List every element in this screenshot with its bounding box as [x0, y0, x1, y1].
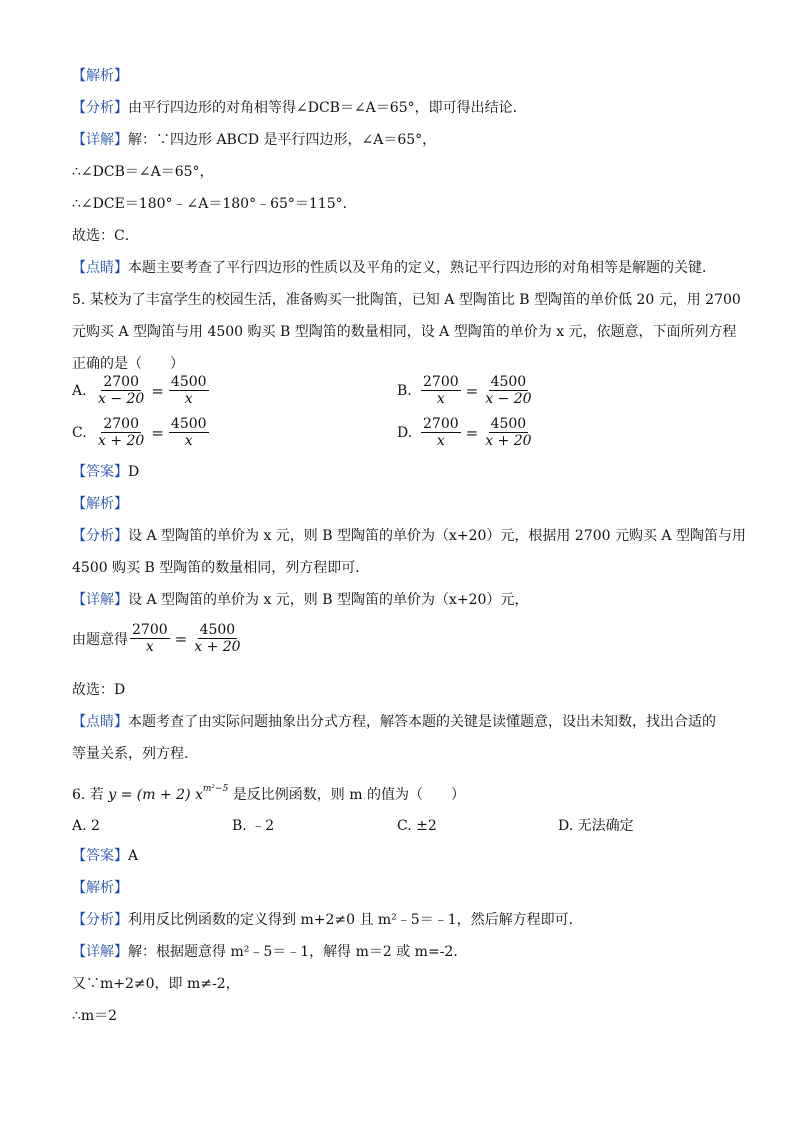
q5-stem-line2: 元购买 A 型陶笛与用 4500 购买 B 型陶笛的数量相同，设 A 型陶笛的单价为 x 元，依题意，下面所列方程 — [72, 324, 737, 340]
q5-choice: 故选：D — [72, 682, 126, 698]
q4-step2: ∴∠DCE＝180°﹣∠A＝180°﹣65°＝115°． — [72, 196, 357, 212]
q6-option-c: C. ±2 — [397, 818, 437, 834]
q5-option-c: C. $\frac{2700}{x + 20}$ = $\frac{4500}{x}$ — [72, 416, 207, 449]
q6-step1: 又∵m+2≠0，即 m≠-2， — [72, 976, 240, 992]
fraction: $\frac{4500}{x + 20}$ — [194, 622, 241, 655]
q5-dianjing-line2: 等量关系，列方程. — [72, 746, 189, 762]
analysis-tag: 【解析】 — [72, 68, 128, 84]
q5-xiangjie-text: 设 A 型陶笛的单价为 x 元，则 B 型陶笛的单价为（x+20）元， — [128, 592, 529, 608]
q4-xiangjie — [72, 130, 436, 150]
q6-function: y = (m + 2) x — [108, 787, 203, 803]
q5-answer-value: D — [128, 464, 140, 480]
q5-analysis-heading — [72, 494, 128, 514]
dianjing-tag: 【点睛】 — [72, 260, 128, 276]
option-label: A. — [72, 383, 87, 399]
q5-fenxi-line1: 设 A 型陶笛的单价为 x 元，则 B 型陶笛的单价为（x+20）元，根据用 2700 元购买 A 型陶笛与用 — [128, 528, 746, 544]
q5-stem-line3: 正确的是（ ） — [72, 356, 184, 372]
q6-stem-suffix: 是反比例函数，则 m 的值为（ ） — [232, 787, 465, 803]
q5-answer — [72, 462, 139, 482]
q5-dianjing-line1: 本题考查了由实际问题抽象出分式方程，解答本题的关键是读懂题意，设出未知数，找出合适的 — [128, 714, 716, 730]
q6-exponent: m²−5 — [202, 784, 229, 794]
fraction: $\frac{2700}{x}$ — [132, 622, 168, 655]
option-label: C. — [72, 425, 87, 441]
q4-analysis-heading — [72, 66, 128, 86]
q6-fenxi-text: 利用反比例函数的定义得到 m+2≠0 且 m²﹣5＝﹣1，然后解方程即可． — [128, 912, 583, 928]
xiangjie-tag: 【详解】 — [72, 944, 128, 960]
q6-stem — [72, 779, 465, 805]
q4-xiangjie-text: 解：∵四边形 ABCD 是平行四边形，∠A＝65°， — [128, 132, 437, 148]
q5-fenxi-line2: 4500 购买 B 型陶笛的数量相同，列方程即可． — [72, 560, 370, 576]
analysis-tag: 【解析】 — [72, 496, 128, 512]
fenxi-tag: 【分析】 — [72, 528, 128, 544]
q6-option-a: A. 2 — [72, 818, 100, 834]
q4-step1: ∴∠DCB＝∠A＝65°， — [72, 164, 214, 180]
xiangjie-tag: 【详解】 — [72, 132, 128, 148]
q6-answer-value: A — [128, 848, 139, 864]
q6-answer — [72, 846, 138, 866]
q6-step2: ∴m＝2 — [72, 1008, 118, 1024]
q4-choice: 故选：C． — [72, 228, 139, 244]
q5-option-d: D. $\frac{2700}{x}$ = $\frac{4500}{x + 20}$ — [397, 416, 532, 449]
dianjing-tag: 【点睛】 — [72, 714, 128, 730]
q6-option-b: B. ﹣2 — [232, 818, 275, 834]
xiangjie-tag: 【详解】 — [72, 592, 128, 608]
q5-xiangjie — [72, 590, 528, 610]
analysis-tag: 【解析】 — [72, 880, 128, 896]
option-label: B. — [397, 383, 412, 399]
q4-dianjing — [72, 258, 716, 278]
q5-option-a: A. $\frac{2700}{x - 20}$ = $\frac{4500}{x}$ — [72, 374, 207, 407]
fraction: $\frac{4500}{x - 20}$ — [485, 374, 532, 407]
q6-xiangjie — [72, 942, 467, 962]
fraction: $\frac{2700}{x}$ — [423, 416, 459, 449]
fraction: $\frac{4500}{x + 20}$ — [485, 416, 532, 449]
answer-tag: 【答案】 — [72, 848, 128, 864]
q6-xiangjie-text: 解：根据题意得 m²﹣5＝﹣1，解得 m＝2 或 m=-2． — [128, 944, 468, 960]
fenxi-tag: 【分析】 — [72, 912, 128, 928]
fraction: $\frac{2700}{x - 20}$ — [98, 374, 145, 407]
q6-stem-prefix: 6. 若 — [72, 787, 104, 803]
fraction: $\frac{2700}{x}$ — [423, 374, 459, 407]
answer-tag: 【答案】 — [72, 464, 128, 480]
fraction: $\frac{4500}{x}$ — [170, 416, 207, 449]
q5-option-b: B. $\frac{2700}{x}$ = $\frac{4500}{x - 20}$ — [397, 374, 532, 407]
fraction: $\frac{2700}{x + 20}$ — [98, 416, 145, 449]
q5-equation: 由题意得 $\frac{2700}{x}$ = $\frac{4500}{x + 20}$ — [72, 622, 241, 655]
q5-stem-line1: 5. 某校为了丰富学生的校园生活，准备购买一批陶笛，已知 A 型陶笛比 B 型陶笛的单价低 20 元，用 2700 — [72, 292, 741, 308]
q4-fenxi — [72, 98, 527, 118]
fenxi-tag: 【分析】 — [72, 100, 128, 116]
equation-prefix: 由题意得 — [72, 632, 128, 648]
q4-dianjing-text: 本题主要考查了平行四边形的性质以及平角的定义，熟记平行四边形的对角相等是解题的关键． — [128, 260, 716, 276]
q5-dianjing — [72, 712, 716, 732]
q4-fenxi-text: 由平行四边形的对角相等得∠DCB＝∠A＝65°，即可得出结论． — [128, 100, 527, 116]
q6-analysis-heading — [72, 878, 128, 898]
fraction: $\frac{4500}{x}$ — [170, 374, 207, 407]
q6-option-d: D. 无法确定 — [558, 818, 634, 834]
q5-fenxi — [72, 526, 746, 546]
option-label: D. — [397, 425, 413, 441]
q6-fenxi — [72, 910, 583, 930]
